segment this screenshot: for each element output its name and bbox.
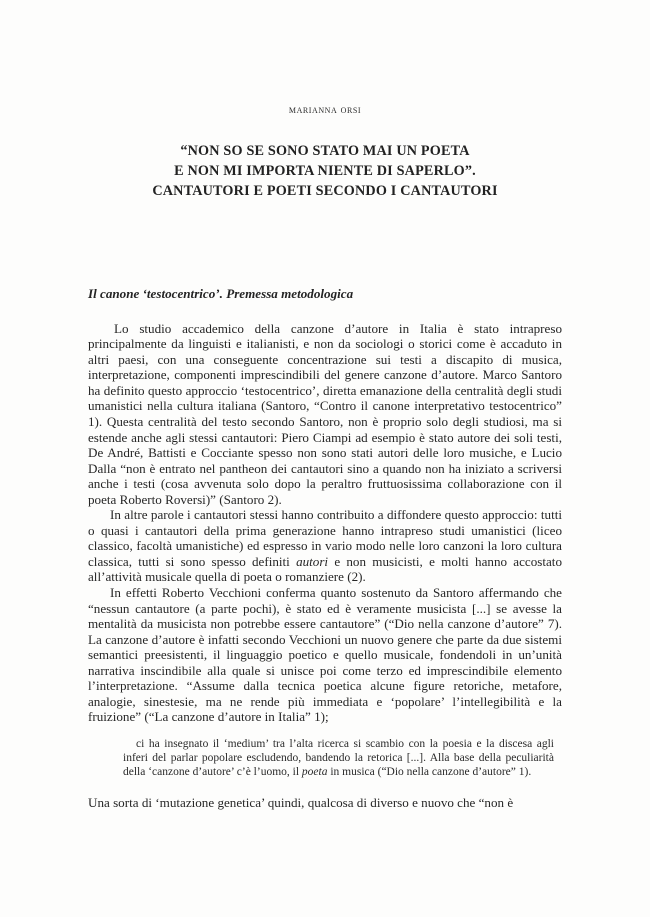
block-quote-after-emphasis: in musica (“Dio nella canzone d’autore” 1). — [327, 765, 532, 778]
title-line-2: E NON MI IMPORTA NIENTE DI SAPERLO”. — [174, 162, 476, 179]
article-body — [88, 285, 562, 810]
author-name: marianna orsi — [288, 104, 362, 116]
section-heading: Il canone ‘testocentrico’. Premessa metodologica — [88, 286, 354, 302]
article-title — [88, 141, 562, 201]
block-quote-text — [123, 738, 554, 780]
title-line-3: CANTAUTORI E POETI SECONDO I CANTAUTORI — [152, 182, 498, 199]
block-quote-before-emphasis: ci ha insegnato il ‘medium’ tra l’alta ricerca si scambio con la poesia e la discesa agli inferi del parlar popolare escludendo, bandendo la retorica [...]. Alla base della peculiarità della ‘canzone d’autore’ c’è l’uomo, il — [123, 737, 554, 778]
closing-paragraph: Una sorta di ‘mutazione genetica’ quindi, qualcosa di diverso e nuovo che “non è — [88, 794, 514, 810]
paragraph-2-body: tutti o quasi i cantautori della prima generazione hanno intrapreso studi umanistici (liceo classico, facoltà umanistiche) ed espresso in vario modo nelle loro canzoni la loro cultura classica, tutti si sono spesso definiti — [88, 507, 562, 569]
paragraph-2-emphasis: autori — [296, 553, 329, 569]
paragraph-2-tail: e non musicisti, e molti hanno accostato all’attività musicale quella di poeta o romanziere (2). — [88, 553, 562, 585]
paragraph-3: In effetti Roberto Vecchioni conferma quanto sostenuto da Santoro affermando che “nessun cantautore (a parte pochi), è stato ed è veramente musicista [...] se avesse la mentalità da musicista non potrebbe essere cantautore” (“Dio nella canzone d’autore” 7). La canzone d’autore è infatti secondo Vecchioni un nuovo genere che parte da due sistemi semantici preesistenti, il linguaggio poetico e quello musicale, fondendoli in un’unità narrativa inscindibile alla quale si unisce poi come terzo ed imprescindibile elemento l’interpretazione. “Assume dalla tecnica poetica alcune figure retoriche, metafore, analogie, sinestesie, ma ne rende più immediata e ‘popolare’ l’intellegibilità e la fruizione” (“La canzone d’autore in Italia” 1); — [88, 584, 562, 725]
paragraph-2 — [88, 507, 562, 585]
paragraph-1: Lo studio accademico della canzone d’autore in Italia è stato intrapreso principalmente da linguisti e italianisti, e non da sociologi o storici come è accaduto in altri paesi, con una conseguente concentrazione sui testi a discapito di musica, interpretazione, componenti imprescindibili del genere canzone d’autore. Marco Santoro ha definito questo approccio ‘testocentrico’, diretta emanazione della centralità degli studi umanistici nella cultura italiana (Santoro, “Contro il canone interpretativo testocentrico” 1). Questa centralità del testo secondo Santoro, non è proprio solo degli studiosi, ma si estende anche agli stessi cantautori: Piero Ciampi ad esempio è stato autore dei soli testi, De André, Battisti e Cocciante spesso non sono stati autori delle loro musiche, e Lucio Dalla “non è entrato nel pantheon dei cantautori sino a quando non ha iniziato a scriversi anche i testi (cosa avvenuta solo dopo la peraltro fruttuosissima collaborazione con il poeta Roberto Roversi)” (Santoro 2). — [88, 320, 562, 507]
block-quote — [123, 738, 554, 780]
masthead — [88, 0, 562, 201]
title-line-1: “NON SO SE SONO STATO MAI UN POETA — [180, 142, 470, 159]
block-quote-emphasis: poeta — [301, 765, 328, 778]
paragraph-2-lead: In altre parole i cantautori stessi hanno contribuito a diffondere questo approccio: — [110, 507, 538, 523]
